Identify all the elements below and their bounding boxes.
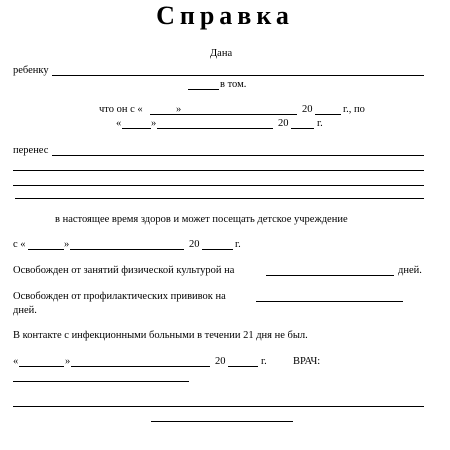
illness-to-open-quote: «	[116, 118, 122, 129]
child-info-field[interactable]	[188, 89, 219, 90]
exempt-pe-suffix: дней.	[398, 265, 422, 276]
attend-from-day-field[interactable]	[28, 249, 64, 250]
attend-from-month-field[interactable]	[70, 249, 184, 250]
doctor-name-field[interactable]	[13, 381, 189, 382]
notes-field[interactable]	[13, 406, 424, 407]
signed-close-quote: »	[65, 356, 71, 367]
attend-from-year-prefix: 20	[189, 239, 200, 250]
illness-from-prefix: что он с «	[99, 104, 143, 115]
attend-from-close-quote: »	[64, 239, 70, 250]
signed-month-field[interactable]	[71, 366, 210, 367]
document-title: Справка	[156, 1, 294, 30]
illness-to-suffix: г.	[317, 118, 323, 129]
illness-to-year-field[interactable]	[291, 128, 314, 129]
signed-year-suffix: г.	[261, 356, 267, 367]
illness-from-year-prefix: 20	[302, 104, 313, 115]
suffered-label: перенес	[13, 145, 49, 156]
signed-day-field[interactable]	[19, 366, 64, 367]
exempt-vacc-text: Освобожден от профилактических прививок на	[13, 291, 226, 302]
signed-open-quote: «	[13, 356, 19, 367]
diagnosis-field-2[interactable]	[13, 170, 424, 171]
diagnosis-field-1[interactable]	[52, 155, 424, 156]
child-label: ребенку	[13, 65, 49, 76]
doctor-label: ВРАЧ:	[293, 356, 321, 367]
attend-from-suffix: г.	[235, 239, 241, 250]
illness-to-close-quote: »	[151, 118, 157, 129]
illness-from-close-quote: »	[176, 104, 182, 115]
illness-to-year-prefix: 20	[278, 118, 289, 129]
attend-from-year-field[interactable]	[202, 249, 233, 250]
signature-field[interactable]	[151, 421, 293, 422]
signed-year-prefix: 20	[215, 356, 226, 367]
illness-from-suffix: г., по	[343, 104, 365, 115]
signed-year-field[interactable]	[228, 366, 258, 367]
contact-text: В контакте с инфекционными больными в течении 21 дня не был.	[13, 330, 308, 341]
child-name-field[interactable]	[52, 75, 424, 76]
illness-to-day-field[interactable]	[122, 128, 151, 129]
exempt-vacc-suffix: дней.	[13, 305, 37, 316]
attend-from-prefix: с «	[13, 239, 26, 250]
diagnosis-field-3[interactable]	[13, 185, 424, 186]
illness-from-month-field[interactable]	[158, 114, 297, 115]
exempt-pe-text: Освобожден от занятий физической культурой на	[13, 265, 235, 276]
issued-label: Дана	[210, 48, 233, 59]
illness-to-month-field[interactable]	[157, 128, 273, 129]
now-healthy-text: в настоящее время здоров и может посещать детское учреждение	[55, 214, 348, 225]
in-that-label: в том.	[220, 79, 247, 90]
diagnosis-field-4[interactable]	[15, 198, 424, 199]
illness-from-year-field[interactable]	[315, 114, 341, 115]
exempt-vacc-days-field[interactable]	[256, 301, 403, 302]
exempt-pe-days-field[interactable]	[266, 275, 394, 276]
